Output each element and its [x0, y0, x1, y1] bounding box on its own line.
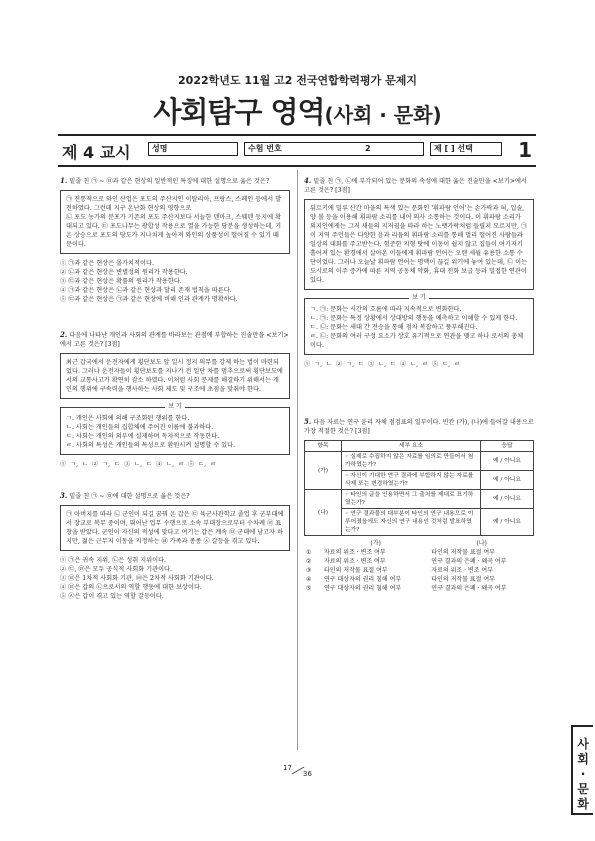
q2-bogi-item: ㄴ. 사회는 개인들의 집합체에 주어진 이름에 불과하다. [66, 424, 214, 431]
q2-stem: 다음에 나타난 개인과 사회의 관계를 바라보는 관점에 부합하는 진술만을 <보기>에서 고른 것은? [3점] [60, 332, 289, 348]
q2-bogi-label: 보 기 [165, 403, 185, 410]
q5-option[interactable] [304, 557, 534, 566]
q1-passage-line: ㉠ 전통적으로 와인 산업은 포도의 주산지인 이탈리아, 프랑스, 스페인 등에서 발전하였다. 그런데 지구 온난화 현상의 영향으로 [66, 196, 282, 212]
question-1 [60, 176, 290, 304]
q5-option[interactable] [304, 548, 534, 557]
q5-answer-cell[interactable]: 예 / 아니요 [481, 509, 534, 536]
q5-option-mark: ③ [306, 567, 312, 574]
q5-option-mark: ④ [306, 576, 312, 583]
q5-opt-header: (가) [370, 540, 381, 547]
q3-option[interactable]: ④ ㉣은 갑의 ㉡으로서의 역할 행동에 대한 보상이다. [60, 584, 202, 591]
q4-bogi-item: ㄱ. ㉠: 문화는 시간의 흐름에 따라 지속적으로 변화한다. [310, 306, 462, 313]
q2-bogi-item: ㄷ. 사회는 개인의 외부에 실재하며 독자적으로 작동한다. [66, 433, 220, 440]
right-column [304, 176, 534, 597]
title-sub: (사회 · 문화) [324, 103, 442, 127]
q4-options[interactable]: ① ㄱ, ㄴ ② ㄱ, ㄷ ③ ㄴ, ㄷ ④ ㄴ, ㄹ ⑤ ㄷ, ㄹ [304, 361, 461, 368]
q2-bogi-item: ㄹ. 사회의 특성은 개인들의 특성으로 환원시켜 설명할 수 있다. [66, 442, 236, 449]
side-tab-char: · [580, 767, 586, 781]
q3-stem: 밑줄 친 ㉠ ~ ㉧에 대한 설명으로 옳은 것은? [69, 493, 190, 500]
q1-option[interactable]: ③ ㉢과 같은 현상은 확률의 원리가 작용한다. [60, 278, 182, 285]
q5-option-ga: 타인의 저작물 표절 여부 [324, 567, 388, 574]
side-tab-char: 회 [577, 752, 589, 766]
q5-header-cell: 항목 [305, 441, 342, 452]
side-tab-char: 문 [577, 782, 589, 796]
q2-passage: 최근 갑국에서 운전자에게 횡단보도 앞 일시 정지 의무를 강제 하는 법이 마련되었다. 그러나 운전자들이 횡단보도를 지나기 전 일단 차를 멈추으로써 횡단보도에서의 교통사고가 확연히 감소 하였다. 이처럼 사회 문제를 해결하기 위해서는 개인의 행위에 구속력을 행사하는 사회 제도 및 구조에 초점을 맞춰야 한다. [60, 353, 290, 399]
column-divider [297, 170, 298, 750]
q5-option-mark: ② [306, 558, 312, 565]
q5-option[interactable] [304, 584, 534, 593]
question-5 [304, 417, 534, 593]
info-rule [58, 165, 536, 167]
q5-item-cell: ◦ 자신이 기대한 연구 결과에 부합하지 않는 자료를 삭제 또는 변경하였는가? [342, 471, 481, 490]
q5-item-cell: ◦ 연구 결과물의 대부분이 타인의 연구 내용으로 이루어졌음에도 자신의 연구 내용인 것처럼 발표하였는가? [342, 509, 481, 536]
q5-header-cell: 세부 요소 [342, 441, 481, 452]
q4-bogi-label: 보 기 [409, 294, 429, 301]
q1-passage [60, 190, 290, 254]
q5-answer-cell[interactable]: 예 / 아니요 [481, 490, 534, 509]
q3-option[interactable]: ⑤ ㉦은 갑이 겪고 있는 역할 갈등이다. [60, 593, 164, 600]
q4-bogi-box [304, 294, 534, 355]
q1-options [60, 259, 290, 304]
q5-group-cell: (가) [305, 452, 342, 490]
name-field[interactable] [148, 142, 238, 156]
info-bar [58, 140, 536, 160]
page-number: 1 [518, 138, 532, 162]
q3-number: 3. [60, 491, 68, 500]
q3-passage: ㉠ 아버지를 따라 ㉡ 군인이 되길 꿈꿔 온 갑은 ㉢ 육군사관학교 졸업 후 군부대에서 장교로 복무 중이며, 뛰어난 업무 수행으로 소속 부대장으로부터 수차례 ㉣ 표창을 받았다. 군인이 자신의 적성에 맞다고 여기는 갑은 계속 ㉤ 군대에 남고자 하지만, 젊은 근무지 이동을 지정하는 ㉥ 가족과 종종 ㉦ 갈등을 겪고 있다. [60, 505, 290, 551]
q5-option-mark: ⑤ [306, 585, 312, 592]
q5-stem: 다음 자료는 연구 윤리 자체 점검표의 일부이다. 빈칸 (가), (나)에 들어갈 내용으로 가장 적절한 것은? [3점] [304, 419, 534, 435]
q1-number: 1. [60, 176, 68, 185]
question-4 [304, 176, 534, 369]
q5-option[interactable] [304, 566, 534, 575]
select-label: 제 [ ] 선택 [434, 144, 473, 153]
q4-bogi-item: ㄹ. ㉡: 문화의 여러 구성 요소가 상호 유기적으로 연관을 맺고 하나 로서의 총체이다. [310, 333, 524, 349]
page-title [0, 90, 595, 131]
q5-option-na: 연구 결과의 은폐 · 왜곡 여부 [431, 558, 507, 565]
q5-option-ga: 연구 대상자의 권리 침해 여부 [324, 585, 402, 592]
q3-option[interactable]: ② ㉢, ㉤은 모두 공식적 사회화 기관이다. [60, 566, 172, 573]
exam-line: 2022학년도 11월 고2 전국연합학력평가 문제지 [178, 74, 417, 87]
q3-option[interactable]: ③ ㉣은 1차적 사회화 기관, ㉥은 2차적 사회화 기관이다. [60, 575, 214, 582]
q5-option-na: 자료의 위조 · 변조 여부 [431, 567, 493, 574]
q5-item-cell: ◦ 실제로 수집하지 않은 자료를 임의로 만들어서 첨가하였는가? [342, 452, 481, 471]
q1-passage-line: ㉡ 포도 농가의 분포가 기존의 포도 주산지보다 서늘한 덴마크, 스웨덴 등지에 확대되고 있다. ㉢ 포도나무는 광합성 작용으로 열을 가능한 당분을 생성하는데, 기온 상승으로 포도의 당도가 지나치게 높아져 와인의 상품성이 떨어질 수 있기 때문이다. [66, 214, 282, 248]
q1-option[interactable]: ② ㉡과 같은 현상은 변별성의 원리가 작용한다. [60, 269, 188, 276]
exam-number-value: 2 [365, 144, 371, 153]
q5-option-na: 타인의 저작물 표절 여부 [431, 576, 495, 583]
select-field[interactable] [430, 142, 502, 156]
q5-option-ga: 연구 대상자의 권리 침해 여부 [324, 576, 402, 583]
q2-bogi-box [60, 403, 290, 455]
q2-options[interactable]: ① ㄱ, ㄴ ② ㄱ, ㄷ ③ ㄴ, ㄷ ④ ㄴ, ㄹ ⑤ ㄷ, ㄹ [60, 461, 217, 468]
q5-opt-header: (나) [476, 540, 487, 547]
side-tab-char: 화 [577, 797, 589, 811]
q1-option[interactable]: ① ㉠과 같은 현상은 몰가치적이다. [60, 260, 154, 267]
exam-number-field[interactable] [244, 142, 424, 156]
footer-page: 17 [283, 764, 292, 772]
page-footer [275, 764, 317, 778]
q1-option[interactable]: ④ ㉠과 같은 현상은 ㉡과 같은 현상과 달리 존재 법칙을 따른다. [60, 287, 232, 294]
question-2 [60, 330, 290, 469]
top-rule [58, 134, 536, 136]
q5-option-na: 타인의 저작물 표절 여부 [431, 549, 495, 556]
q5-option[interactable] [304, 575, 534, 584]
q2-number: 2. [60, 330, 68, 339]
q5-options [304, 539, 534, 593]
q5-answer-cell[interactable]: 예 / 아니요 [481, 471, 534, 490]
q5-option-mark: ① [306, 549, 312, 556]
q4-bogi-item: ㄴ. ㉠: 문화는 특정 상황에서 상대방의 행동을 예측하고 이해할 수 있게 한다. [310, 315, 518, 322]
title-main: 사회탐구 영역 [153, 95, 325, 129]
q3-options [60, 556, 290, 601]
q1-option[interactable]: ⑤ ㉢과 같은 현상은 ㉠과 같은 현상에 비해 인과 관계가 명확하다. [60, 296, 238, 303]
footer-total: 36 [303, 770, 312, 778]
q4-stem: 밑줄 친 ㉠, ㉡에 부각되어 있는 문화의 속성에 대한 옳은 진술만을 <보기>에서 고른 것은? [3점] [304, 178, 527, 194]
q5-checklist-table [304, 440, 534, 536]
side-tab-char: 사 [577, 737, 589, 751]
q5-number: 5. [304, 417, 312, 426]
q4-bogi-item: ㄷ. ㉡: 문화는 세대 간 전승을 통해 점차 복잡하고 풍부해진다. [310, 324, 478, 331]
q5-option-ga: 자료의 위조 · 변조 여부 [324, 549, 386, 556]
q4-passage: 뒤르키에 밀루 산간 마을의 특색 있는 문화인 '휘파람 언어'는 손가락과 혀, 입술, 양 볼 등을 이용해 휘파람 소리를 내어 의사 소통하는 것이다. 이 휘파람 소리가 외지인에게는 그저 새들의 지저귐을 따라 하는 노랫가락처럼 들릴지 모르지만, ㉠ 이 지역 주민들은 다양한 음과 리듬의 휘파람 소리를 통해 멀리 떨어진 사람들과 일상의 대화를 주고받는다. 험준한 지형 탓에 이동이 쉽지 않고 집들이 여기저기 흩어져 있는 환경에서 살아온 이들에게 휘파람 언어는 오랜 세월 유용한 소통 수단이었다. 그러나 오늘날 휘파람 언어는 명맥이 끊길 위기에 놓여 있는데, ㉡ 이는 도시로의 이주 증가에 따른 지역 공동체 약화, 휴대 전화 보급 등과 밀접한 연관이 있다. [304, 199, 534, 290]
q2-bogi-item: ㄱ. 개인은 사회에 의해 구조화된 행위를 한다. [66, 415, 190, 422]
question-3 [60, 491, 290, 601]
q5-option-ga: 자료의 위조 · 변조 여부 [324, 558, 386, 565]
q5-item-cell: ◦ 타인의 글을 인용하면서 그 출처를 제대로 표기하였는가? [342, 490, 481, 509]
q5-group-cell: (나) [305, 490, 342, 536]
exam-number-label: 수험 번호 [248, 144, 282, 153]
name-label: 성명 [152, 144, 168, 153]
q4-number: 4. [304, 176, 312, 185]
q1-stem: 밑줄 친 ㉠ ~ ㉤과 같은 현상의 일반적인 특징에 대한 설명으로 옳은 것은? [69, 178, 270, 185]
subject-side-tab [571, 725, 593, 815]
q5-option-na: 연구 결과의 은폐 · 왜곡 여부 [431, 585, 507, 592]
left-column [60, 176, 290, 605]
q3-option[interactable]: ① ㉠은 귀속 지위, ㉡은 성취 지위이다. [60, 557, 167, 564]
period-label: 제 4 교시 [62, 143, 131, 162]
q5-answer-cell[interactable]: 예 / 아니요 [481, 452, 534, 471]
q5-header-cell: 응답 [481, 441, 534, 452]
